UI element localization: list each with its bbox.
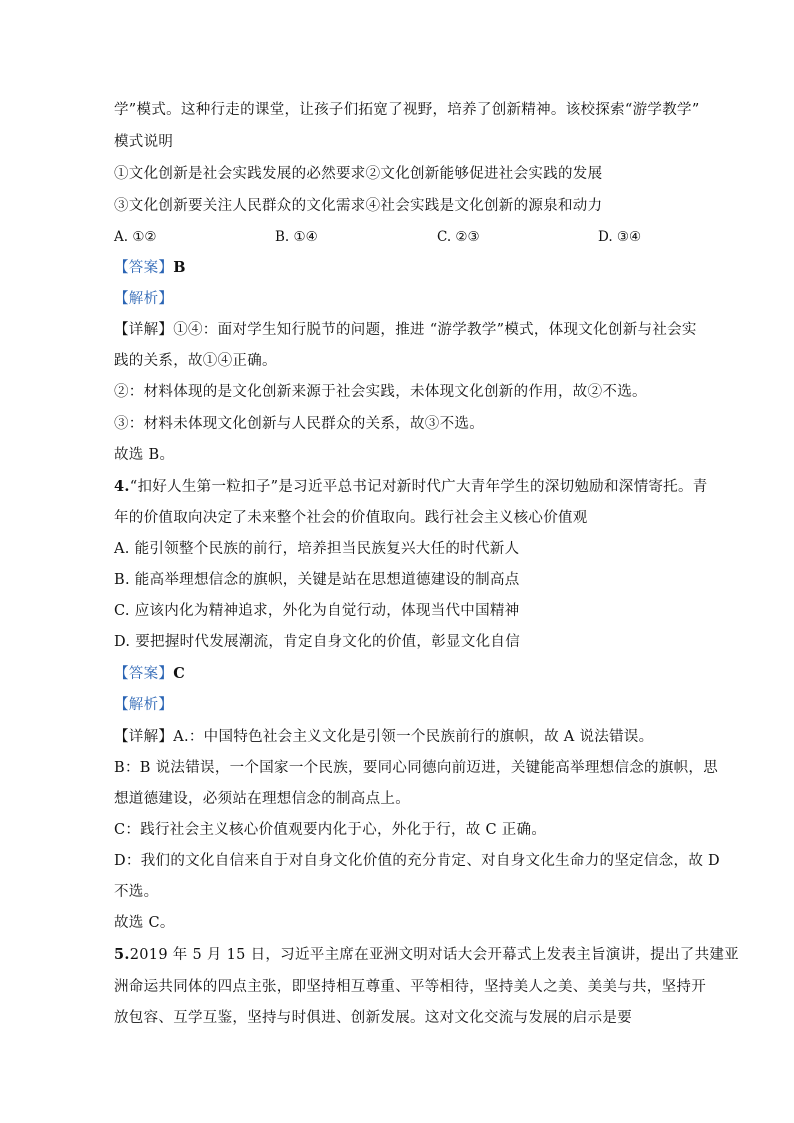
q4-detail-line: 【详解】A.：中国特色社会主义文化是引领一个民族前行的旗帜，故 A 说法错误。 <box>114 729 654 745</box>
q4-option-d: D. 要把握时代发展潮流，肯定自身文化的价值，彰显文化自信 <box>114 634 521 650</box>
q3-option-c: C. ②③ <box>437 229 480 245</box>
q5-stem-text: 2019 年 5 月 15 日，习近平主席在亚洲文明对话大会开幕式上发表主旨演讲，提出了共建亚 <box>129 947 739 963</box>
q3-answer <box>114 258 186 278</box>
q5-stem-line <box>114 945 739 965</box>
q4-detail-line: D：我们的文化自信来自于对自身文化价值的充分肯定、对自身文化生命力的坚定信念，故 D <box>114 853 720 869</box>
q4-detail-line: C：践行社会主义核心价值观要内化于心，外化于行，故 C 正确。 <box>114 822 547 838</box>
q3-detail-line: ③：材料未体现文化创新与人民群众的关系，故③不选。 <box>114 416 484 432</box>
q4-detail-line: 想道德建设，必须站在理想信念的制高点上。 <box>114 791 410 807</box>
q4-option-a: A. 能引领整个民族的前行，培养担当民族复兴大任的时代新人 <box>114 541 520 557</box>
q4-conclusion: 故选 C。 <box>114 915 175 931</box>
q4-stem-text: “扣好人生第一粒扣子”是习近平总书记对新时代广大青年学生的深切勉励和深情寄托。青 <box>129 479 708 495</box>
question-number: 4. <box>114 478 130 495</box>
q3-option-a: A. ①② <box>114 229 157 245</box>
q4-option-c: C. 应该内化为精神追求，外化为自觉行动，体现当代中国精神 <box>114 603 520 619</box>
q3-statement: ①文化创新是社会实践发展的必然要求②文化创新能够促进社会实践的发展 <box>114 166 603 182</box>
q3-conclusion: 故选 B。 <box>114 447 175 463</box>
answer-value: C <box>173 665 186 682</box>
q3-detail-line: 践的关系，故①④正确。 <box>114 353 277 369</box>
q4-detail-line: B：B 说法错误，一个国家一个民族，要同心同德向前迈进，关键能高举理想信念的旗帜，思 <box>114 760 719 776</box>
q4-option-b: B. 能高举理想信念的旗帜，关键是站在思想道德建设的制高点 <box>114 572 520 588</box>
q3-stem-line: 学”模式。这种行走的课堂，让孩子们拓宽了视野，培养了创新精神。该校探索“游学教学” <box>114 102 700 118</box>
q3-statement: ③文化创新要关注人民群众的文化需求④社会实践是文化创新的源泉和动力 <box>114 198 603 214</box>
answer-value: B <box>173 259 186 276</box>
answer-tag: 【答案】 <box>114 666 174 682</box>
q3-detail-line: 【详解】①④：面对学生知行脱节的问题，推进 “游学教学”模式，体现文化创新与社会实 <box>114 322 697 338</box>
q3-stem-line: 模式说明 <box>114 134 174 150</box>
q4-stem-line <box>114 477 708 497</box>
question-number: 5. <box>114 946 130 963</box>
q3-detail-line: ②：材料体现的是文化创新来源于社会实践，未体现文化创新的作用，故②不选。 <box>114 384 647 400</box>
analysis-tag: 【解析】 <box>114 697 174 713</box>
q4-answer <box>114 664 185 684</box>
q4-stem-line: 年的价值取向决定了未来整个社会的价值取向。践行社会主义核心价值观 <box>114 510 588 526</box>
answer-tag: 【答案】 <box>114 260 174 276</box>
q4-detail-line: 不选。 <box>114 884 159 900</box>
analysis-tag: 【解析】 <box>114 291 174 307</box>
q3-option-d: D. ③④ <box>598 229 642 245</box>
q5-stem-line: 洲命运共同体的四点主张，即坚持相互尊重、平等相待，坚持美人之美、美美与共，坚持开 <box>114 979 706 995</box>
q5-stem-line: 放包容、互学互鉴，坚持与时俱进、创新发展。这对文化交流与发展的启示是要 <box>114 1010 632 1026</box>
q3-option-b: B. ①④ <box>275 229 318 245</box>
